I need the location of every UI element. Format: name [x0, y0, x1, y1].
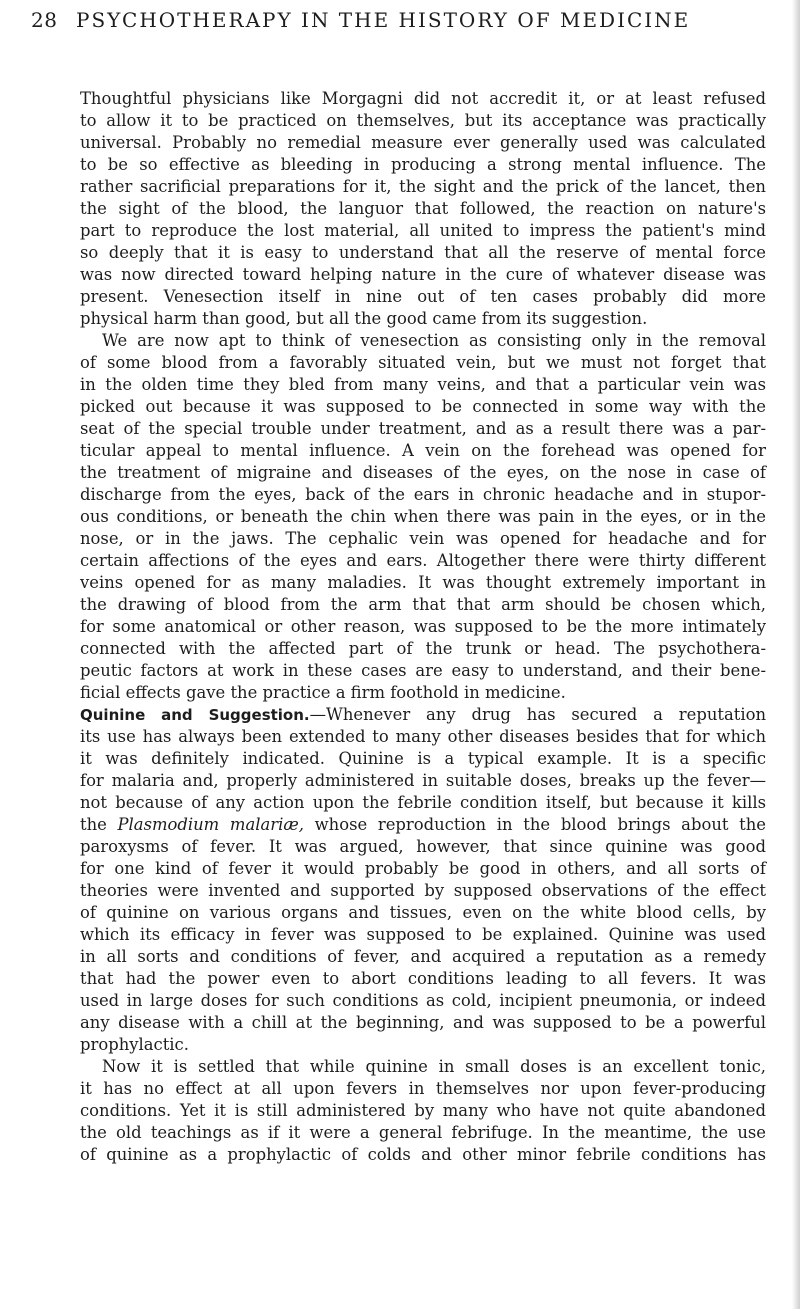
- running-title: PSYCHOTHERAPY IN THE HISTORY OF MEDICINE: [76, 8, 691, 32]
- body-text: [80, 88, 766, 1166]
- text-line: not because of any action upon the febrile condition itself, but because it kills: [80, 793, 766, 812]
- page-edge-shadow: [792, 0, 800, 1309]
- text-line: [80, 330, 766, 352]
- text-line: to allow it to be practiced on themselves, but its acceptance was practically: [80, 111, 766, 130]
- text-line: any disease with a chill at the beginning, and was supposed to be a powerful: [80, 1013, 766, 1032]
- text-line: for some anatomical or other reason, was supposed to be the more intimately: [80, 617, 766, 636]
- text-line: connected with the affected part of the trunk or head. The psychothera-: [80, 639, 766, 658]
- text-line: nose, or in the jaws. The cephalic vein was opened for headache and for: [80, 529, 766, 548]
- line-text: We are now apt to think of venesection as consisting only in the removal: [102, 331, 766, 350]
- text-line: veins opened for as many maladies. It was thought extremely important in: [80, 573, 766, 592]
- line-text: Now it is settled that while quinine in small doses is an excellent tonic,: [102, 1057, 766, 1076]
- text-line: seat of the special trouble under treatment, and as a result there was a par-: [80, 419, 766, 438]
- text-line: it has no effect at all upon fevers in themselves nor upon fever-producing: [80, 1079, 766, 1098]
- text-line: it was definitely indicated. Quinine is a typical example. It is a specific: [80, 749, 766, 768]
- italic-term: Plasmodium malariæ,: [117, 815, 304, 834]
- text-line: to be so effective as bleeding in producing a strong mental influence. The: [80, 155, 766, 174]
- text-line: used in large doses for such conditions as cold, incipient pneumonia, or indeed: [80, 991, 766, 1010]
- text-line: [80, 1056, 766, 1078]
- text-line: picked out because it was supposed to be connected in some way with the: [80, 397, 766, 416]
- text-line: theories were invented and supported by supposed observations of the effect: [80, 881, 766, 900]
- line-text: the: [80, 815, 118, 834]
- text-line: universal. Probably no remedial measure ever generally used was calculated: [80, 133, 766, 152]
- text-line: in all sorts and conditions of fever, and acquired a reputation as a remedy: [80, 947, 766, 966]
- text-line: of quinine as a prophylactic of colds and other minor febrile conditions has: [80, 1145, 766, 1164]
- text-line: physical harm than good, but all the good came from its suggestion.: [80, 309, 648, 328]
- text-line: prophylactic.: [80, 1035, 189, 1054]
- text-line: was now directed toward helping nature in the cure of whatever disease was: [80, 265, 766, 284]
- line-text: —Whenever any drug has secured a reputation: [309, 705, 766, 724]
- text-line: [80, 814, 766, 836]
- text-line: peutic factors at work in these cases are easy to understand, and their bene-: [80, 661, 766, 680]
- section-sidehead: Quinine and Suggestion.: [80, 706, 310, 724]
- text-line: the sight of the blood, the languor that followed, the reaction on nature's: [80, 199, 766, 218]
- text-line: its use has always been extended to many other diseases besides that for which: [80, 727, 766, 746]
- text-line: in the olden time they bled from many veins, and that a particular vein was: [80, 375, 766, 394]
- running-head: [0, 2, 800, 42]
- text-line: for malaria and, properly administered in suitable doses, breaks up the fever—: [80, 771, 766, 790]
- text-line: rather sacrificial preparations for it, the sight and the prick of the lancet, then: [80, 177, 766, 196]
- text-line: the treatment of migraine and diseases of the eyes, on the nose in case of: [80, 463, 766, 482]
- text-line: so deeply that it is easy to understand that all the reserve of mental force: [80, 243, 766, 262]
- text-line: that had the power even to abort conditions leading to all fevers. It was: [80, 969, 766, 988]
- page-number: 28: [31, 8, 58, 32]
- text-line: part to reproduce the lost material, all united to impress the patient's mind: [80, 221, 766, 240]
- text-line: ticular appeal to mental influence. A vein on the forehead was opened for: [80, 441, 766, 460]
- text-line: Thoughtful physicians like Morgagni did not accredit it, or at least refused: [80, 89, 766, 108]
- text-line: paroxysms of fever. It was argued, however, that since quinine was good: [80, 837, 766, 856]
- text-line: the drawing of blood from the arm that that arm should be chosen which,: [80, 595, 766, 614]
- text-line: of quinine on various organs and tissues, even on the white blood cells, by: [80, 903, 766, 922]
- text-line: of some blood from a favorably situated vein, but we must not forget that: [80, 353, 766, 372]
- text-line: for one kind of fever it would probably be good in others, and all sorts of: [80, 859, 766, 878]
- text-line: discharge from the eyes, back of the ears in chronic headache and in stupor-: [80, 485, 766, 504]
- text-line: [80, 704, 766, 726]
- text-line: ficial effects gave the practice a firm foothold in medicine.: [80, 683, 566, 702]
- text-line: which its efficacy in fever was supposed to be explained. Quinine was used: [80, 925, 766, 944]
- text-line: certain affections of the eyes and ears. Altogether there were thirty different: [80, 551, 766, 570]
- text-line: the old teachings as if it were a general febrifuge. In the meantime, the use: [80, 1123, 766, 1142]
- line-text: whose reproduction in the blood brings about the: [303, 815, 766, 834]
- text-line: ous conditions, or beneath the chin when there was pain in the eyes, or in the: [80, 507, 766, 526]
- text-line: conditions. Yet it is still administered by many who have not quite abandoned: [80, 1101, 766, 1120]
- text-line: present. Venesection itself in nine out of ten cases probably did more: [80, 287, 766, 306]
